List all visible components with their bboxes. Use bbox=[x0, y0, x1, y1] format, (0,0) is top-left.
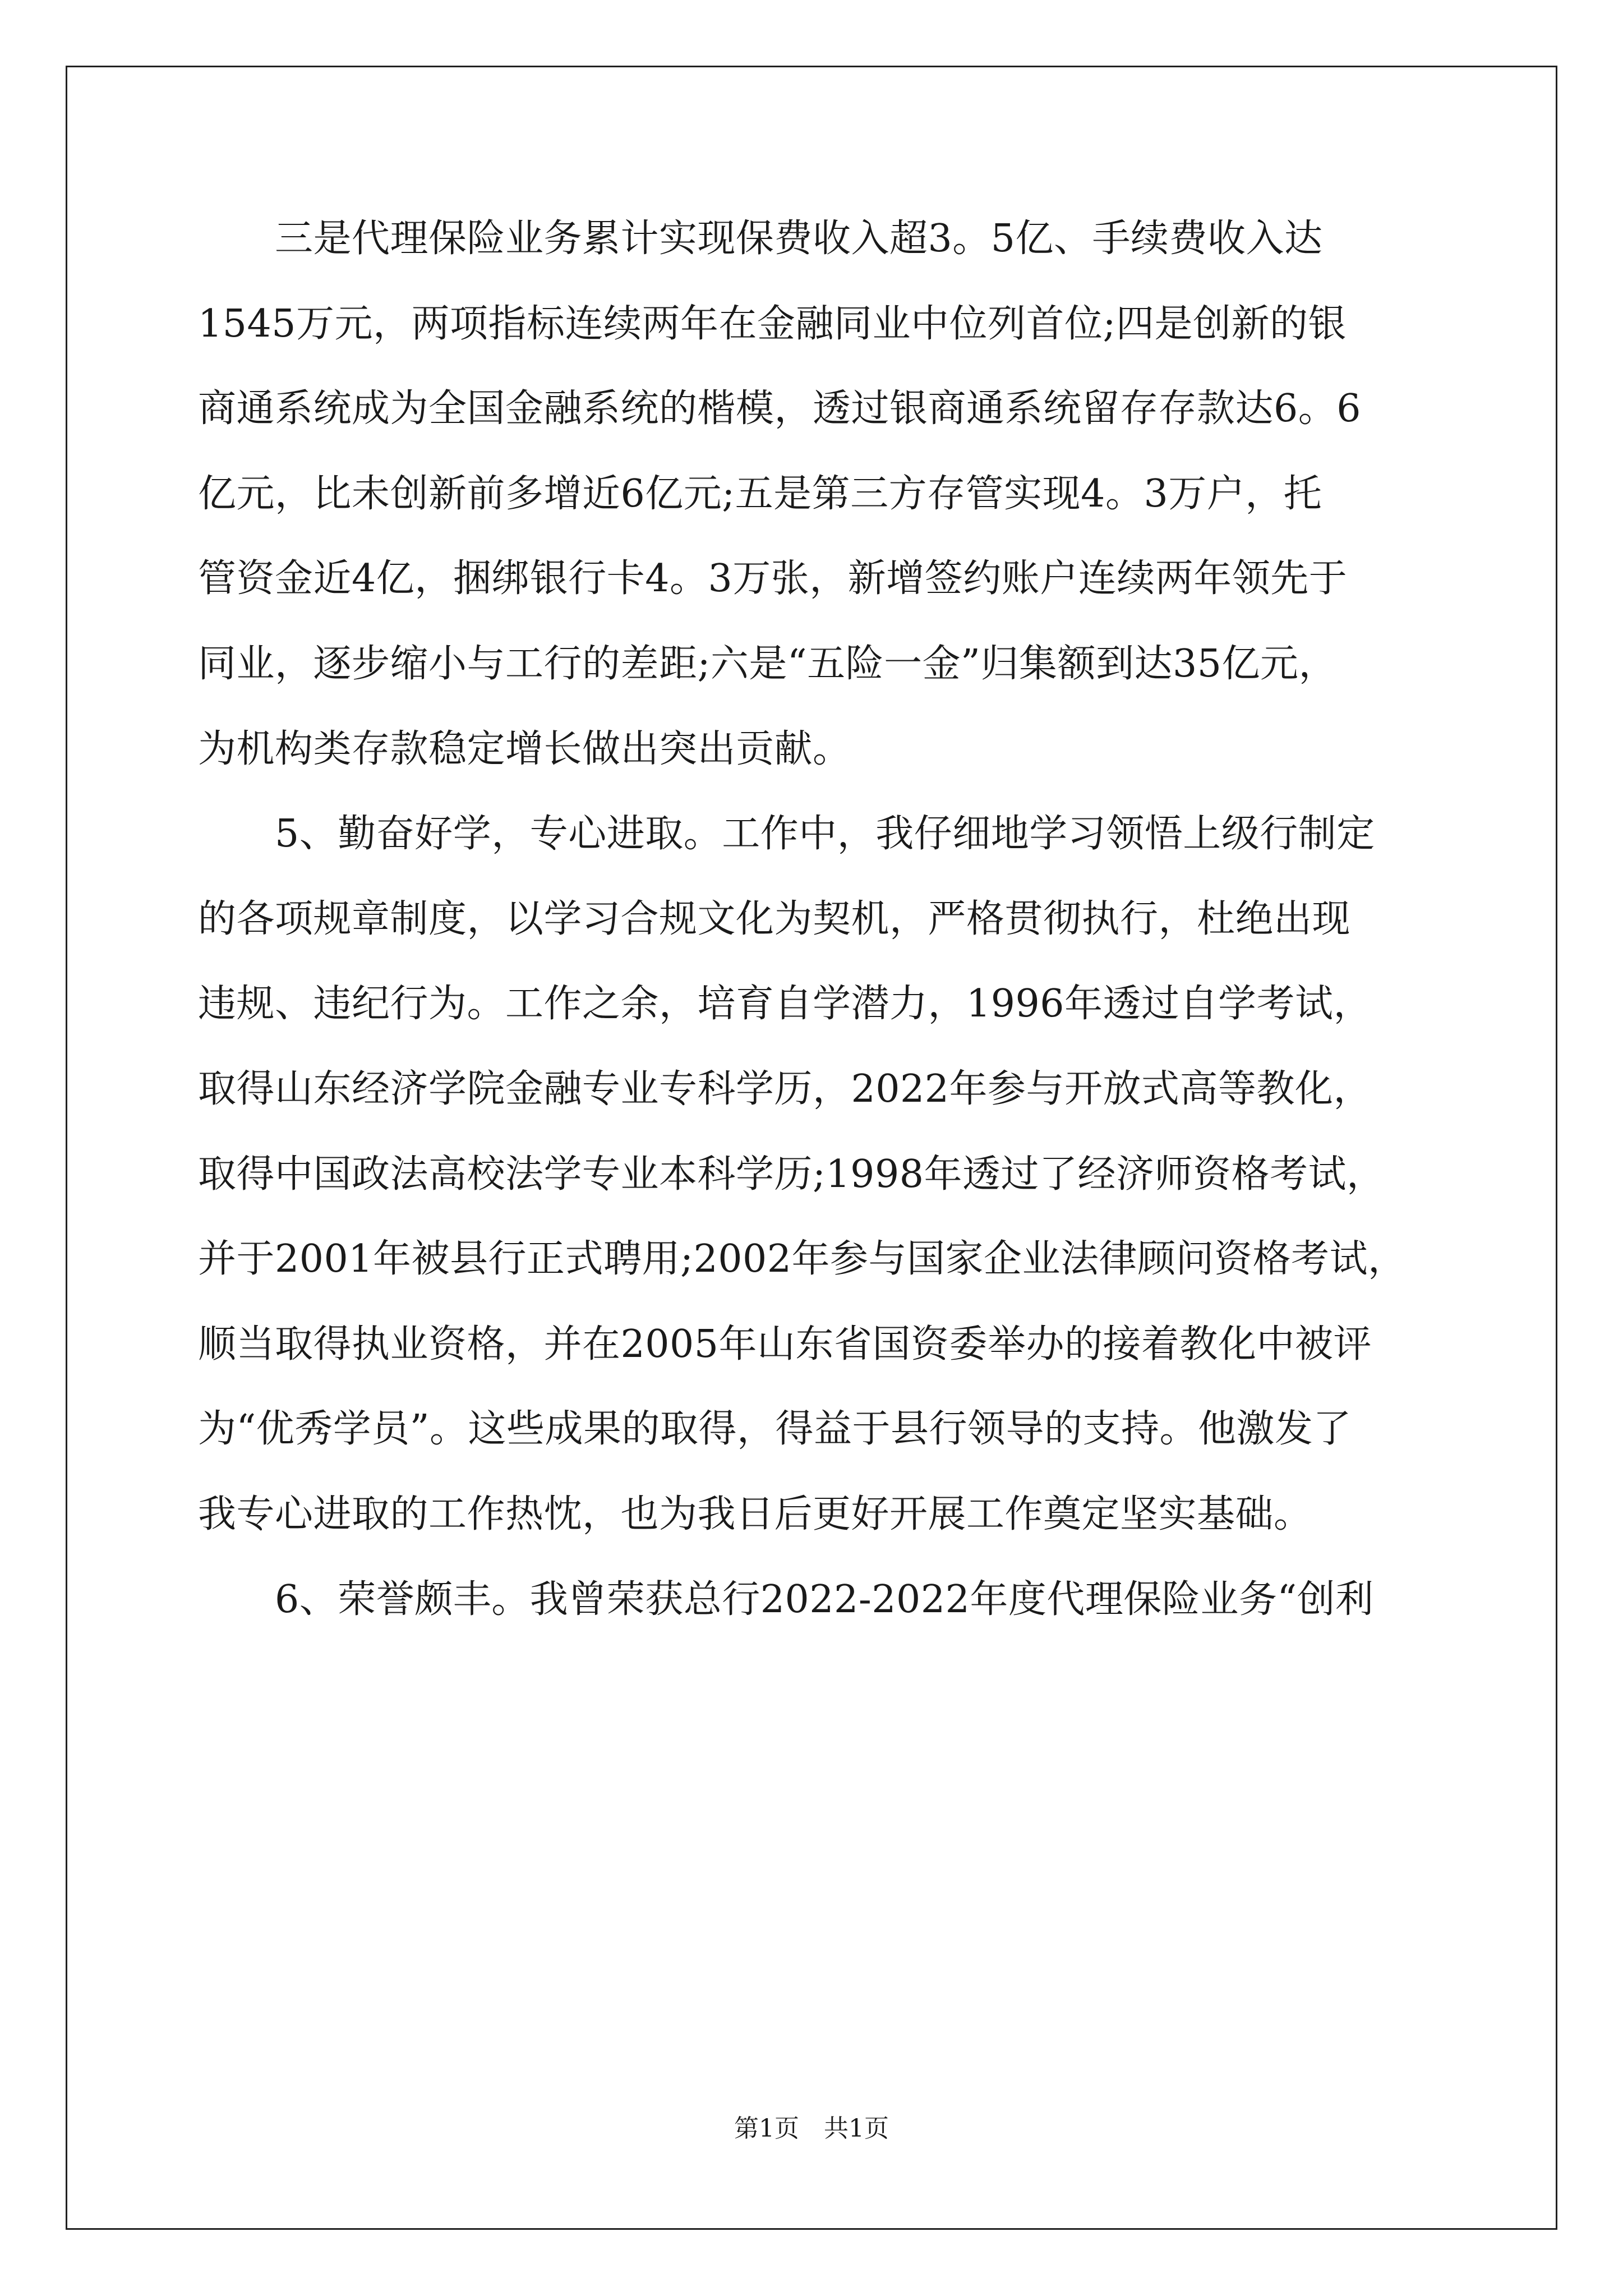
body-text-line: 的各项规章制度，以学习合规文化为契机，严格贯彻执行，杜绝出现 bbox=[198, 897, 1351, 941]
body-text-line: 亿元，比未创新前多增近6亿元;五是第三方存管实现4。3万户，托 bbox=[198, 472, 1322, 516]
body-text-line: 顺当取得执业资格，并在2005年山东省国资委举办的接着教化中被评 bbox=[198, 1322, 1372, 1366]
body-text-line: 同业，逐步缩小与工行的差距;六是“五险一金”归集额到达35亿元， bbox=[198, 642, 1337, 686]
body-text-line: 商通系统成为全国金融系统的楷模，透过银商通系统留存存款达6。6 bbox=[198, 386, 1362, 431]
page-number-footer: 第1页 共1页 bbox=[734, 2114, 889, 2143]
body-text-line: 为“优秀学员”。这些成果的取得，得益于县行领导的支持。他激发了 bbox=[198, 1407, 1352, 1451]
body-text-line: 取得山东经济学院金融专业专科学历，2022年参与开放式高等教化， bbox=[198, 1067, 1372, 1111]
body-text-line: 6、荣誉颇丰。我曾荣获总行2022-2022年度代理保险业务“创利 bbox=[198, 1577, 1374, 1622]
body-text-line: 违规、违纪行为。工作之余，培育自学潜力，1996年透过自学考试， bbox=[198, 982, 1372, 1026]
body-text-line: 我专心进取的工作热忱，也为我日后更好开展工作奠定坚实基础。 bbox=[198, 1492, 1312, 1536]
body-text-line: 1545万元，两项指标连续两年在金融同业中位列首位;四是创新的银 bbox=[198, 302, 1347, 346]
body-text-line: 并于2001年被县行正式聘用;2002年参与国家企业法律顾问资格考试， bbox=[198, 1237, 1407, 1281]
body-text-line: 三是代理保险业务累计实现保费收入超3。5亿、手续费收入达 bbox=[198, 217, 1323, 261]
body-text-line: 管资金近4亿，捆绑银行卡4。3万张，新增签约账户连续两年领先于 bbox=[198, 556, 1348, 601]
body-text-line: 5、勤奋好学，专心进取。工作中，我仔细地学习领悟上级行制定 bbox=[198, 812, 1375, 856]
body-text-line: 取得中国政法高校法学专业本科学历;1998年透过了经济师资格考试， bbox=[198, 1152, 1385, 1197]
body-text-line: 为机构类存款稳定增长做出突出贡献。 bbox=[198, 727, 851, 771]
